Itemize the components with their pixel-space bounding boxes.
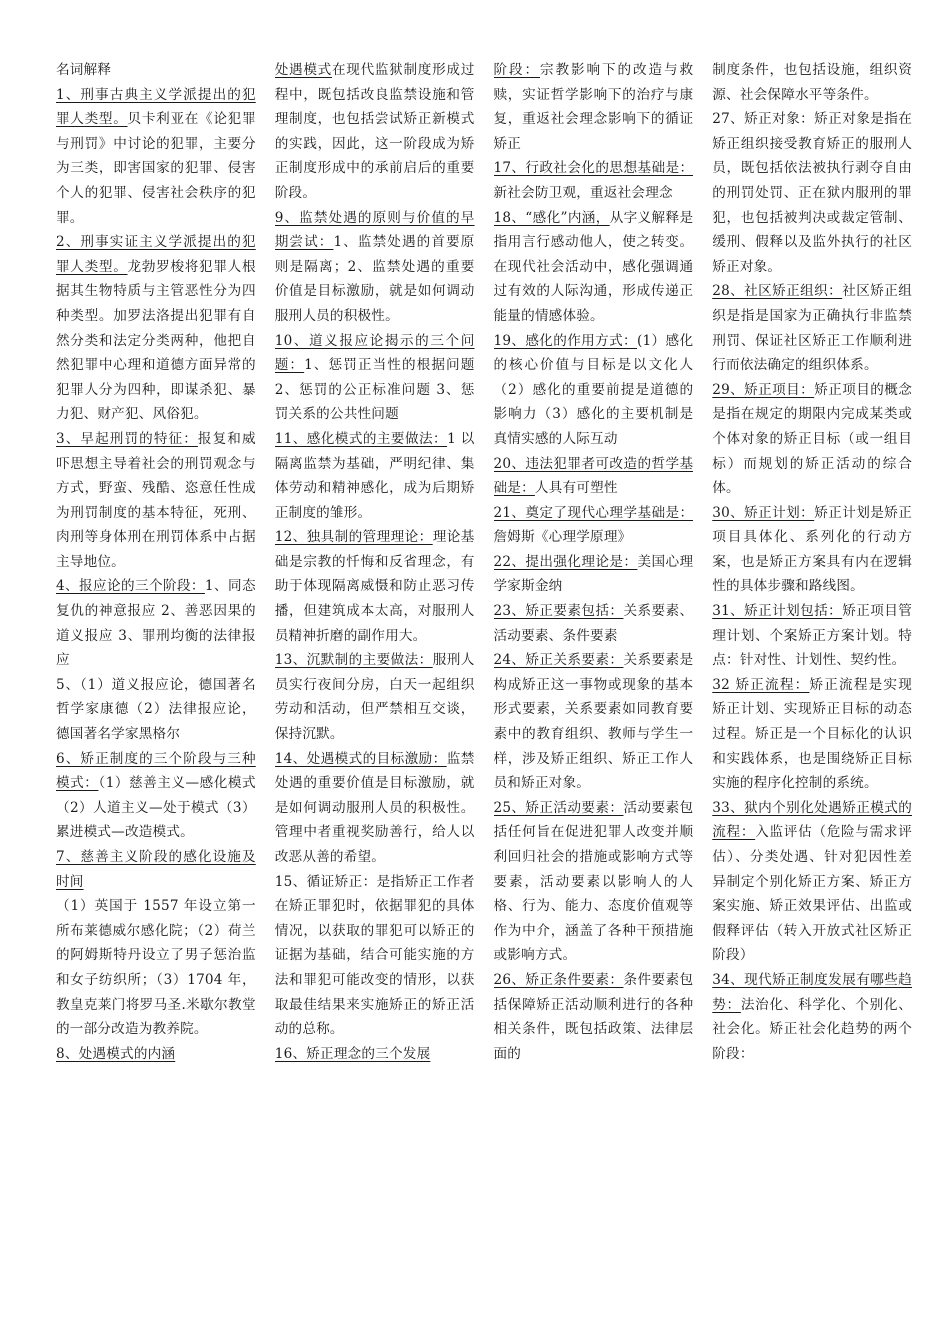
paragraph xyxy=(712,673,912,796)
paragraph xyxy=(56,747,256,845)
paragraph xyxy=(56,230,256,427)
body-text: 龙勃罗梭将犯罪人根据其生物特质与主管恶性分为四种类型。加罗法洛提出犯罪有自然分类和法定分类两种，他把自然犯罪中心理和道德方面异常的犯罪人分为四种，即谋杀犯、暴力犯、财产犯、风俗犯。 xyxy=(56,258,256,423)
underlined-heading: 7、慈善主义阶段的感化设施及时间 xyxy=(56,849,256,890)
paragraph xyxy=(494,796,694,968)
body-text: 条件要素包括保障矫正活动顺利进行的各种相关条件，既包括政策、法律层面的 xyxy=(493,971,694,1062)
paragraph xyxy=(494,452,694,501)
document-page xyxy=(56,58,912,1320)
column-2 xyxy=(275,58,475,1320)
body-text: 詹姆斯《心理学原理》 xyxy=(493,529,632,546)
underlined-heading: 12、独具制的管理理论： xyxy=(274,529,433,546)
body-text: 在现代监狱制度形成过程中，既包括改良监禁设施和管理制度，也包括尝试矫正新模式的实践，因此，这一阶段成为矫正制度形成中的承前启后的重要阶段。 xyxy=(274,62,475,201)
underlined-heading: 16、矫正理念的三个发展 xyxy=(274,1045,431,1062)
paragraph xyxy=(56,83,256,231)
paragraph xyxy=(494,156,694,205)
body-text: 活动要素包括任何旨在促进犯罪人改变并顺利回归社会的措施或影响方式等要素，活动要素以影响人的人格、行为、能力、态度价值观等作为中介，涵盖了各种干预措施或影响方式。 xyxy=(493,799,694,964)
body-text: 人具有可塑性 xyxy=(534,480,618,497)
underlined-heading: 23、矫正要素包括： xyxy=(493,603,624,620)
paragraph xyxy=(275,58,475,206)
body-text: 矫正项目管理计划、个案矫正方案计划。特点：针对性、计划性、契约性。 xyxy=(712,603,912,669)
paragraph xyxy=(494,599,694,648)
body-text: 法治化、科学化、个别化、社会化。矫正社会化趋势的两个阶段： xyxy=(712,996,912,1062)
body-text: 关系要素是构成矫正这一事物或现象的基本形式要素，关系要素如同教育要素中的教育组织、教师与学生一样，涉及矫正组织、矫正工作人员和矫正对象。 xyxy=(493,652,694,792)
underlined-heading: 处遇模式 xyxy=(274,62,332,78)
body-text: 名词解释 xyxy=(56,62,112,78)
body-text: 服刑人员实行夜间分房，白天一起组织劳动和活动，但严禁相互交谈，保持沉默。 xyxy=(274,652,475,743)
body-text: 关系要素、活动要素、条件要素 xyxy=(493,603,694,644)
paragraph xyxy=(494,206,694,329)
underlined-heading: 33、狱内个别化处遇矫正模式的流程： xyxy=(712,799,912,841)
paragraph xyxy=(275,525,475,648)
body-text: 入监评估（危险与需求评估）、分类处遇、针对犯因性差异制定个别化矫正方案、矫正方案实施、矫正效果评估、出监或假释评估（转入开放式社区矫正阶段） xyxy=(712,824,912,964)
underlined-heading: 9、监禁处遇的原则与价值的早期尝试： xyxy=(274,209,475,251)
body-text: 理论基础是宗教的忏悔和反省理念，有助于体现隔离威慑和防止恶习传播，但建筑成本太高，对服刑人员精神折磨的副作用大。 xyxy=(274,529,475,644)
body-text: （1）慈善主义—感化模式（2）人道主义—处于模式（3）累进模式—改造模式。 xyxy=(56,775,256,841)
paragraph xyxy=(275,206,475,329)
underlined-heading: 28、社区矫正组织： xyxy=(712,283,843,300)
underlined-heading: 26、矫正条件要素： xyxy=(493,971,624,988)
underlined-heading: 6、矫正制度的三个阶段与三种模式： xyxy=(56,750,256,792)
paragraph xyxy=(275,1042,475,1067)
body-text: 贝卡利亚在《论犯罪与刑罚》中讨论的犯罪，主要分为三类，即害国家的犯罪、侵害个人的犯罪、侵害社会秩序的犯罪。 xyxy=(56,111,256,226)
paragraph xyxy=(712,796,912,968)
body-text: 新社会防卫观，重返社会理念 xyxy=(493,184,673,201)
paragraph xyxy=(275,648,475,746)
paragraph xyxy=(712,501,912,599)
column-4 xyxy=(712,58,912,1320)
body-text: (1）感化的核心价值与目标是以文化人（2）感化的重要前提是道德的影响力（3）感化的主要机制是真情实感的人际互动 xyxy=(493,332,694,447)
underlined-heading: 1、刑事古典主义学派提出的犯罪人类型。 xyxy=(56,86,256,128)
paragraph xyxy=(275,329,475,427)
paragraph xyxy=(56,427,256,575)
paragraph xyxy=(56,574,256,672)
paragraph xyxy=(275,427,475,525)
underlined-heading: 13、沉默制的主要做法： xyxy=(274,652,433,669)
body-text: 27、矫正对象：矫正对象是指在矫正组织接受教育矫正的服刑人员，既包括依法被执行剥夺自由的刑罚处罚、正在狱内服刑的罪犯，也包括被判决或裁定管制、缓刑、假释以及监外执行的社区矫正对象。 xyxy=(712,111,912,275)
underlined-heading: 14、处遇模式的目标激励： xyxy=(274,750,447,767)
underlined-heading: 3、早起刑罚的特征： xyxy=(56,430,198,447)
body-text: 矫正计划是矫正项目具体化、系列化的行动方案，也是矫正方案具有内在逻辑性的具体步骤和路线图。 xyxy=(712,504,912,595)
underlined-heading: 10、道义报应论揭示的三个问题： xyxy=(274,332,475,374)
paragraph xyxy=(494,968,694,1066)
underlined-heading: 2、刑事实证主义学派提出的犯罪人类型。 xyxy=(56,234,256,275)
body-text: 矫正项目的概念是指在规定的期限内完成某类或个体对象的矫正目标（或一组目标）而规划的矫正活动的综合体。 xyxy=(712,381,912,497)
underlined-heading: 19、感化的作用方式： xyxy=(493,332,638,349)
paragraph xyxy=(712,58,912,107)
underlined-heading: 22、提出强化理论是： xyxy=(493,553,638,570)
column-1 xyxy=(56,58,256,1320)
body-text: 1、惩罚正当性的根据问题 2、惩罚的公正标准问题 3、惩罚关系的公共性问题 xyxy=(274,357,475,423)
underlined-heading: 31、矫正计划包括： xyxy=(712,603,843,620)
body-text: 5、（1）道义报应论，德国著名哲学家康德（2）法律报应论，德国著名学家黑格尔 xyxy=(56,676,256,743)
body-text: 宗教影响下的改造与救赎，实证哲学影响下的治疗与康复，重返社会理念影响下的循证矫正 xyxy=(493,62,694,152)
paragraph xyxy=(712,599,912,673)
column-3 xyxy=(494,58,694,1320)
body-text: 从字义解释是指用言行感动他人，使之转变。在现代社会活动中，感化强调通过有效的人际沟通，形成传递正能量的情感体验。 xyxy=(493,209,694,324)
paragraph xyxy=(56,58,256,83)
paragraph xyxy=(56,894,256,1042)
underlined-heading: 25、矫正活动要素： xyxy=(493,799,624,816)
paragraph xyxy=(494,550,694,599)
body-text: 美国心理学家斯金纳 xyxy=(493,553,694,595)
underlined-heading: 21、奠定了现代心理学基础是： xyxy=(493,504,694,521)
paragraph xyxy=(56,845,256,894)
underlined-heading: 34、现代矫正制度发展有哪些趋势： xyxy=(712,971,912,1013)
paragraph xyxy=(275,870,475,1042)
underlined-heading: 32 矫正流程： xyxy=(712,676,810,693)
paragraph xyxy=(712,378,912,501)
underlined-heading: 30、矫正计划： xyxy=(712,504,815,521)
underlined-heading: 20、违法犯罪者可改造的哲学基础是： xyxy=(493,455,694,497)
body-text: 社区矫正组织是指是国家为正确执行非监禁刑罚、保证社区矫正工作顺利进行而依法确定的组织体系。 xyxy=(712,283,912,374)
underlined-heading: 24、矫正关系要素： xyxy=(493,652,624,669)
body-text: 监禁处遇的重要价值是目标激励，就是如何调动服刑人员的积极性。管理中者重视奖励善行，给人以改恶从善的希望。 xyxy=(274,750,475,865)
paragraph xyxy=(494,329,694,452)
body-text: 1、同态复仇的神意报应 2、善恶因果的道义报应 3、罪刑均衡的法律报应 xyxy=(56,578,256,669)
body-text: 15、循证矫正：是指矫正工作者在矫正罪犯时，依据罪犯的具体情况，以获取的罪犯可以矫正的证据为基础，结合可能实施的方法和罪犯可能改变的情形，以获取最佳结果来实施矫正的矫正活动的总称。 xyxy=(274,873,475,1038)
body-text: （1）英国于 1557 年设立第一所布莱德威尔感化院；（2）荷兰的阿姆斯特丹设立了男子惩治监和女子纺织所；（3）1704 年，教皇克莱门将罗马圣.米歇尔教堂的一部分改造为教养院。 xyxy=(56,898,256,1038)
paragraph xyxy=(712,968,912,1066)
underlined-heading: 8、处遇模式的内涵 xyxy=(56,1045,176,1062)
paragraph xyxy=(712,279,912,377)
underlined-heading: 11、感化模式的主要做法： xyxy=(274,430,448,447)
paragraph xyxy=(56,673,256,747)
body-text: 1、监禁处遇的首要原则是隔离；2、监禁处遇的重要价值是目标激励，就是如何调动服刑人员的积极性。 xyxy=(274,234,475,324)
body-text: 制度条件，也包括设施，组织资源、社会保障水平等条件。 xyxy=(712,62,912,103)
underlined-heading: 17、行政社会化的思想基础是： xyxy=(493,160,694,177)
paragraph xyxy=(494,648,694,796)
paragraph xyxy=(56,1042,256,1067)
body-text: 报复和威吓思想主导着社会的刑罚观念与方式，野蛮、残酷、恣意任性成为刑罚制度的基本特征，死刑、肉刑等身体刑在刑罚体系中占据主导地位。 xyxy=(56,430,256,570)
paragraph xyxy=(712,107,912,279)
underlined-heading: 4、报应论的三个阶段： xyxy=(56,578,205,595)
body-text: 矫正流程是实现矫正计划、实现矫正目标的动态过程。矫正是一个目标化的认识和实践体系，也是围绕矫正目标实施的程序化控制的系统。 xyxy=(712,676,912,792)
paragraph xyxy=(494,58,694,156)
paragraph xyxy=(494,501,694,550)
underlined-heading: 29、矫正项目： xyxy=(712,381,815,398)
paragraph xyxy=(275,747,475,870)
underlined-heading: 阶段： xyxy=(493,62,540,78)
underlined-heading: 18、“感化”内涵， xyxy=(493,209,610,226)
body-text: 1 以隔离监禁为基础，严明纪律、集体劳动和精神感化，成为后期矫正制度的雏形。 xyxy=(274,430,475,521)
